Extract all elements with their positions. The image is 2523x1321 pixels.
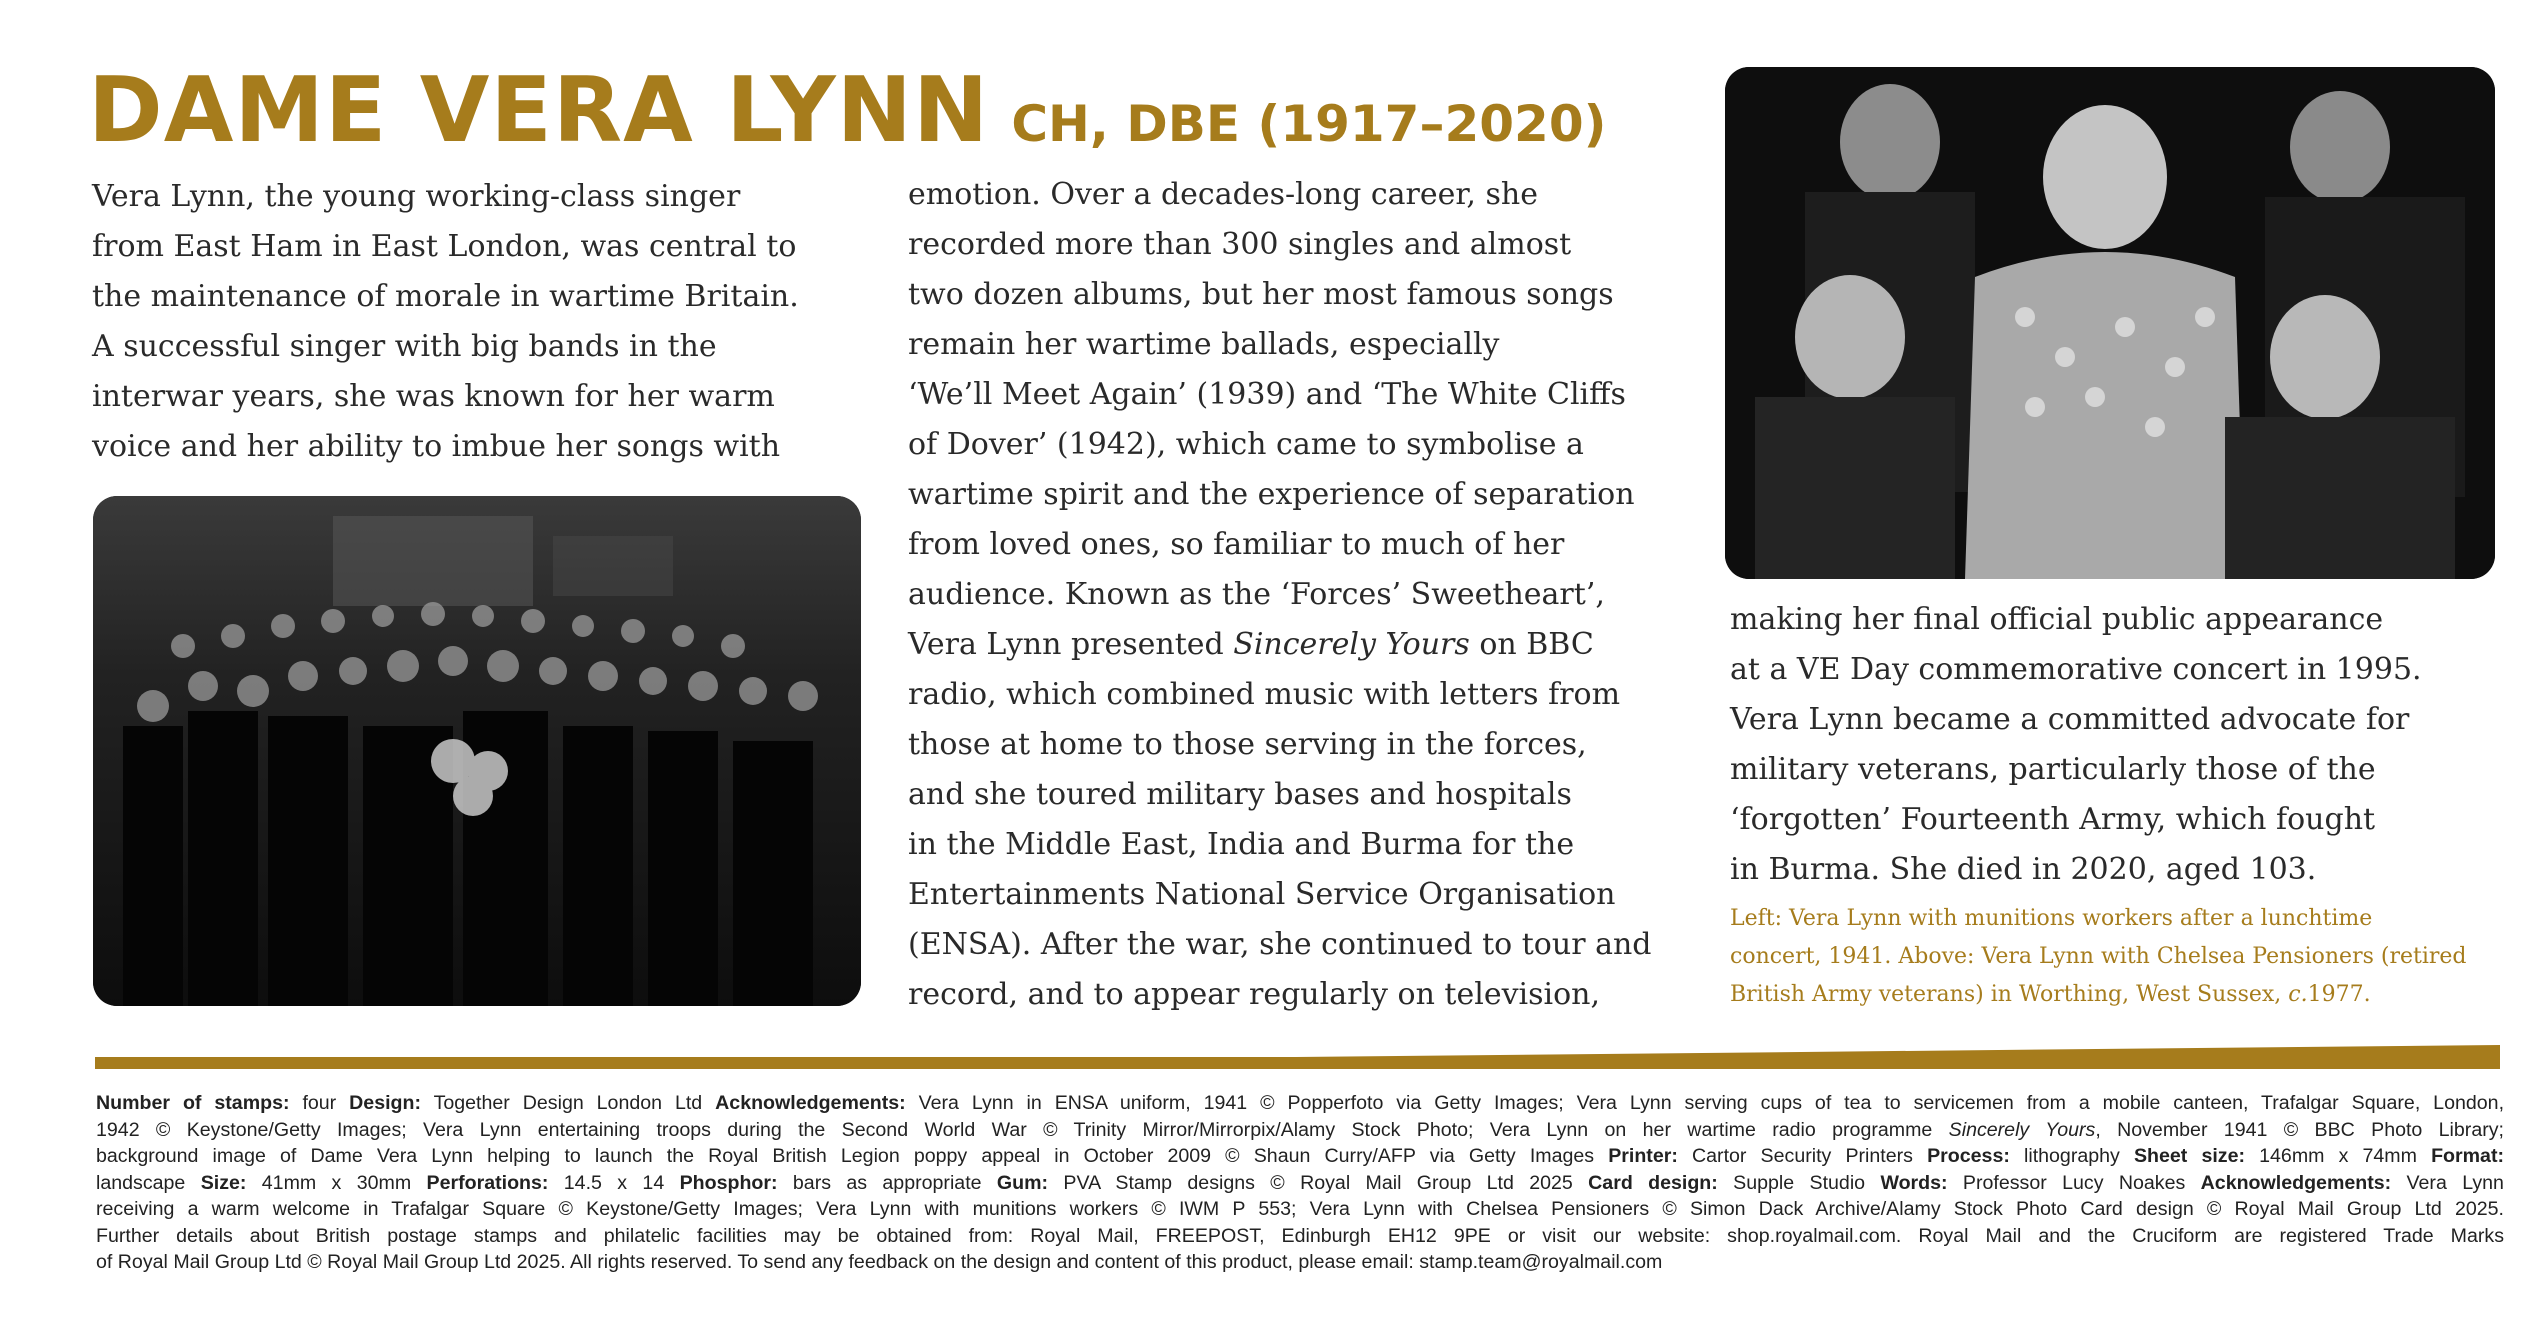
body-line: and she toured military bases and hospitals bbox=[908, 777, 1572, 812]
credit-term: Sheet size: bbox=[2133, 1145, 2246, 1167]
credit-value: Supple Studio bbox=[1717, 1171, 1881, 1194]
caption-line bbox=[1730, 976, 2466, 1014]
body-column-1 bbox=[92, 172, 799, 472]
body-line: ‘forgotten’ Fourteenth Army, which fought bbox=[1730, 802, 2376, 837]
body-line bbox=[908, 620, 1651, 670]
credits-line bbox=[96, 1143, 2504, 1170]
body-column-2 bbox=[908, 170, 1651, 1020]
photo-munitions-workers bbox=[93, 496, 861, 1006]
caption-text: 1977. bbox=[2307, 982, 2371, 1007]
caption-text: British Army veterans) in Worthing, West Sussex, bbox=[1730, 982, 2289, 1007]
credit-value: 14.5 x 14 bbox=[548, 1171, 680, 1194]
credits-line: of Royal Mail Group Ltd © Royal Mail Group Ltd 2025. All rights reserved. To send any feedback on the design and content of this product, please email: stamp.team@royalmail.com bbox=[96, 1251, 1663, 1273]
photo-chelsea-pensioners bbox=[1725, 67, 2495, 579]
credits-block bbox=[96, 1090, 2504, 1276]
body-line: two dozen albums, but her most famous songs bbox=[908, 277, 1614, 312]
body-line: at a VE Day commemorative concert in 1995. bbox=[1730, 652, 2422, 687]
credits-line bbox=[96, 1090, 2504, 1117]
credit-value: PVA Stamp designs © Royal Mail Group Ltd 2025 bbox=[1048, 1171, 1589, 1194]
body-line: in the Middle East, India and Burma for the bbox=[908, 827, 1575, 862]
body-line: record, and to appear regularly on television, bbox=[908, 977, 1601, 1012]
credit-term: Number of stamps: bbox=[96, 1092, 290, 1114]
page-title bbox=[88, 58, 1606, 163]
credit-value: , November 1941 © BBC Photo Library; bbox=[2095, 1118, 2504, 1141]
credits-line: receiving a warm welcome in Trafalgar Square © Keystone/Getty Images; Vera Lynn with munitions workers © IWM P 553; Vera Lynn with Chelsea Pensioners © Simon Dack Archive/Alamy Stock Photo Card design © Royal Mail Group Ltd 2025. bbox=[96, 1198, 2504, 1220]
credit-value: lithography bbox=[2009, 1145, 2134, 1167]
credit-term: Format: bbox=[2431, 1145, 2504, 1167]
credits-line bbox=[96, 1117, 2504, 1144]
photo-caption bbox=[1730, 900, 2466, 1014]
photo-chelsea-pensioners-image bbox=[1725, 67, 2495, 579]
programme-title: Sincerely Yours bbox=[1233, 627, 1470, 662]
photo-munitions-workers-image bbox=[93, 496, 861, 1006]
title-honours-dates: CH, DBE (1917–2020) bbox=[1011, 95, 1607, 153]
credit-value: 41mm x 30mm bbox=[246, 1171, 427, 1194]
body-line: (ENSA). After the war, she continued to tour and bbox=[908, 927, 1652, 962]
credits-line: Further details about British postage stamps and philatelic facilities may be obtained from: Royal Mail, FREEPOST, Edinburgh EH12 9PE or visit our website: shop.royalmail.com. Royal Mail and the Cruciform are registered Trade Marks bbox=[96, 1224, 2504, 1247]
credit-value: Professor Lucy Noakes bbox=[1947, 1171, 2201, 1194]
credit-term: Acknowledgements: bbox=[2200, 1171, 2392, 1194]
body-line: of Dover’ (1942), which came to symbolise a bbox=[908, 427, 1584, 462]
credit-term: Phosphor: bbox=[679, 1171, 778, 1194]
body-line: Entertainments National Service Organisation bbox=[908, 877, 1616, 912]
credit-term: Perforations: bbox=[426, 1171, 549, 1194]
body-text: Vera Lynn presented bbox=[908, 627, 1234, 662]
credit-term: Gum: bbox=[996, 1171, 1049, 1194]
body-line: emotion. Over a decades-long career, she bbox=[908, 177, 1538, 212]
body-line: remain her wartime ballads, especially bbox=[908, 327, 1500, 362]
body-line: from loved ones, so familiar to much of her bbox=[908, 527, 1565, 562]
credit-term: Design: bbox=[349, 1092, 421, 1114]
credit-value: bars as appropriate bbox=[777, 1171, 997, 1194]
body-line: in Burma. She died in 2020, aged 103. bbox=[1730, 852, 2317, 887]
credits-line bbox=[96, 1170, 2504, 1197]
body-line: audience. Known as the ‘Forces’ Sweetheart’, bbox=[908, 577, 1605, 612]
credit-term: Card design: bbox=[1588, 1171, 1718, 1194]
credit-term: Printer: bbox=[1608, 1145, 1678, 1167]
credit-term: Process: bbox=[1927, 1145, 2010, 1167]
body-line: making her final official public appearance bbox=[1730, 602, 2384, 637]
credit-value: background image of Dame Vera Lynn helping to launch the Royal British Legion poppy appeal in October 2009 © Shaun Curry/AFP via Getty Images bbox=[96, 1145, 1609, 1167]
gold-divider-rule bbox=[95, 1045, 2500, 1069]
body-line: the maintenance of morale in wartime Britain. bbox=[92, 279, 799, 314]
caption-line: concert, 1941. Above: Vera Lynn with Chelsea Pensioners (retired bbox=[1730, 944, 2467, 969]
credit-value: Together Design London Ltd bbox=[421, 1092, 716, 1114]
body-line: voice and her ability to imbue her songs with bbox=[92, 429, 781, 464]
credit-value: 1942 © Keystone/Getty Images; Vera Lynn entertaining troops during the Second World War © Trinity Mirror/Mirrorpix/Alamy Stock Photo; Vera Lynn on her wartime radio programme bbox=[96, 1118, 1949, 1141]
credit-term: Size: bbox=[200, 1171, 247, 1194]
body-line: from East Ham in East London, was central to bbox=[92, 229, 797, 264]
gold-divider-shape bbox=[95, 1045, 2500, 1069]
credit-value: landscape bbox=[96, 1171, 201, 1194]
body-line: A successful singer with big bands in the bbox=[92, 329, 717, 364]
credit-value: Vera Lynn in ENSA uniform, 1941 © Popperfoto via Getty Images; Vera Lynn serving cups of tea to servicemen from a mobile canteen, Trafalgar Square, London, bbox=[905, 1092, 2505, 1114]
credit-value: four bbox=[289, 1092, 350, 1114]
body-line: interwar years, she was known for her warm bbox=[92, 379, 775, 414]
body-line: wartime spirit and the experience of separation bbox=[908, 477, 1635, 512]
credit-term: Acknowledgements: bbox=[715, 1092, 906, 1114]
body-line: radio, which combined music with letters from bbox=[908, 677, 1621, 712]
credit-programme-title: Sincerely Yours bbox=[1948, 1118, 2096, 1141]
body-column-3 bbox=[1730, 595, 2422, 895]
body-text: on BBC bbox=[1469, 627, 1594, 662]
credit-term: Words: bbox=[1880, 1171, 1948, 1194]
body-line: Vera Lynn became a committed advocate for bbox=[1730, 702, 2410, 737]
caption-circa: c. bbox=[2288, 982, 2308, 1007]
body-line: Vera Lynn, the young working-class singer bbox=[92, 179, 741, 214]
body-line: military veterans, particularly those of the bbox=[1730, 752, 2376, 787]
caption-line: Left: Vera Lynn with munitions workers after a lunchtime bbox=[1730, 906, 2373, 931]
body-line: recorded more than 300 singles and almost bbox=[908, 227, 1572, 262]
credit-value: Vera Lynn bbox=[2391, 1171, 2504, 1194]
body-line: those at home to those serving in the forces, bbox=[908, 727, 1587, 762]
credit-value: Cartor Security Printers bbox=[1677, 1145, 1928, 1167]
title-main: DAME VERA LYNN bbox=[88, 58, 990, 163]
credit-value: 146mm x 74mm bbox=[2245, 1145, 2432, 1167]
body-line: ‘We’ll Meet Again’ (1939) and ‘The White Cliffs bbox=[908, 377, 1626, 412]
